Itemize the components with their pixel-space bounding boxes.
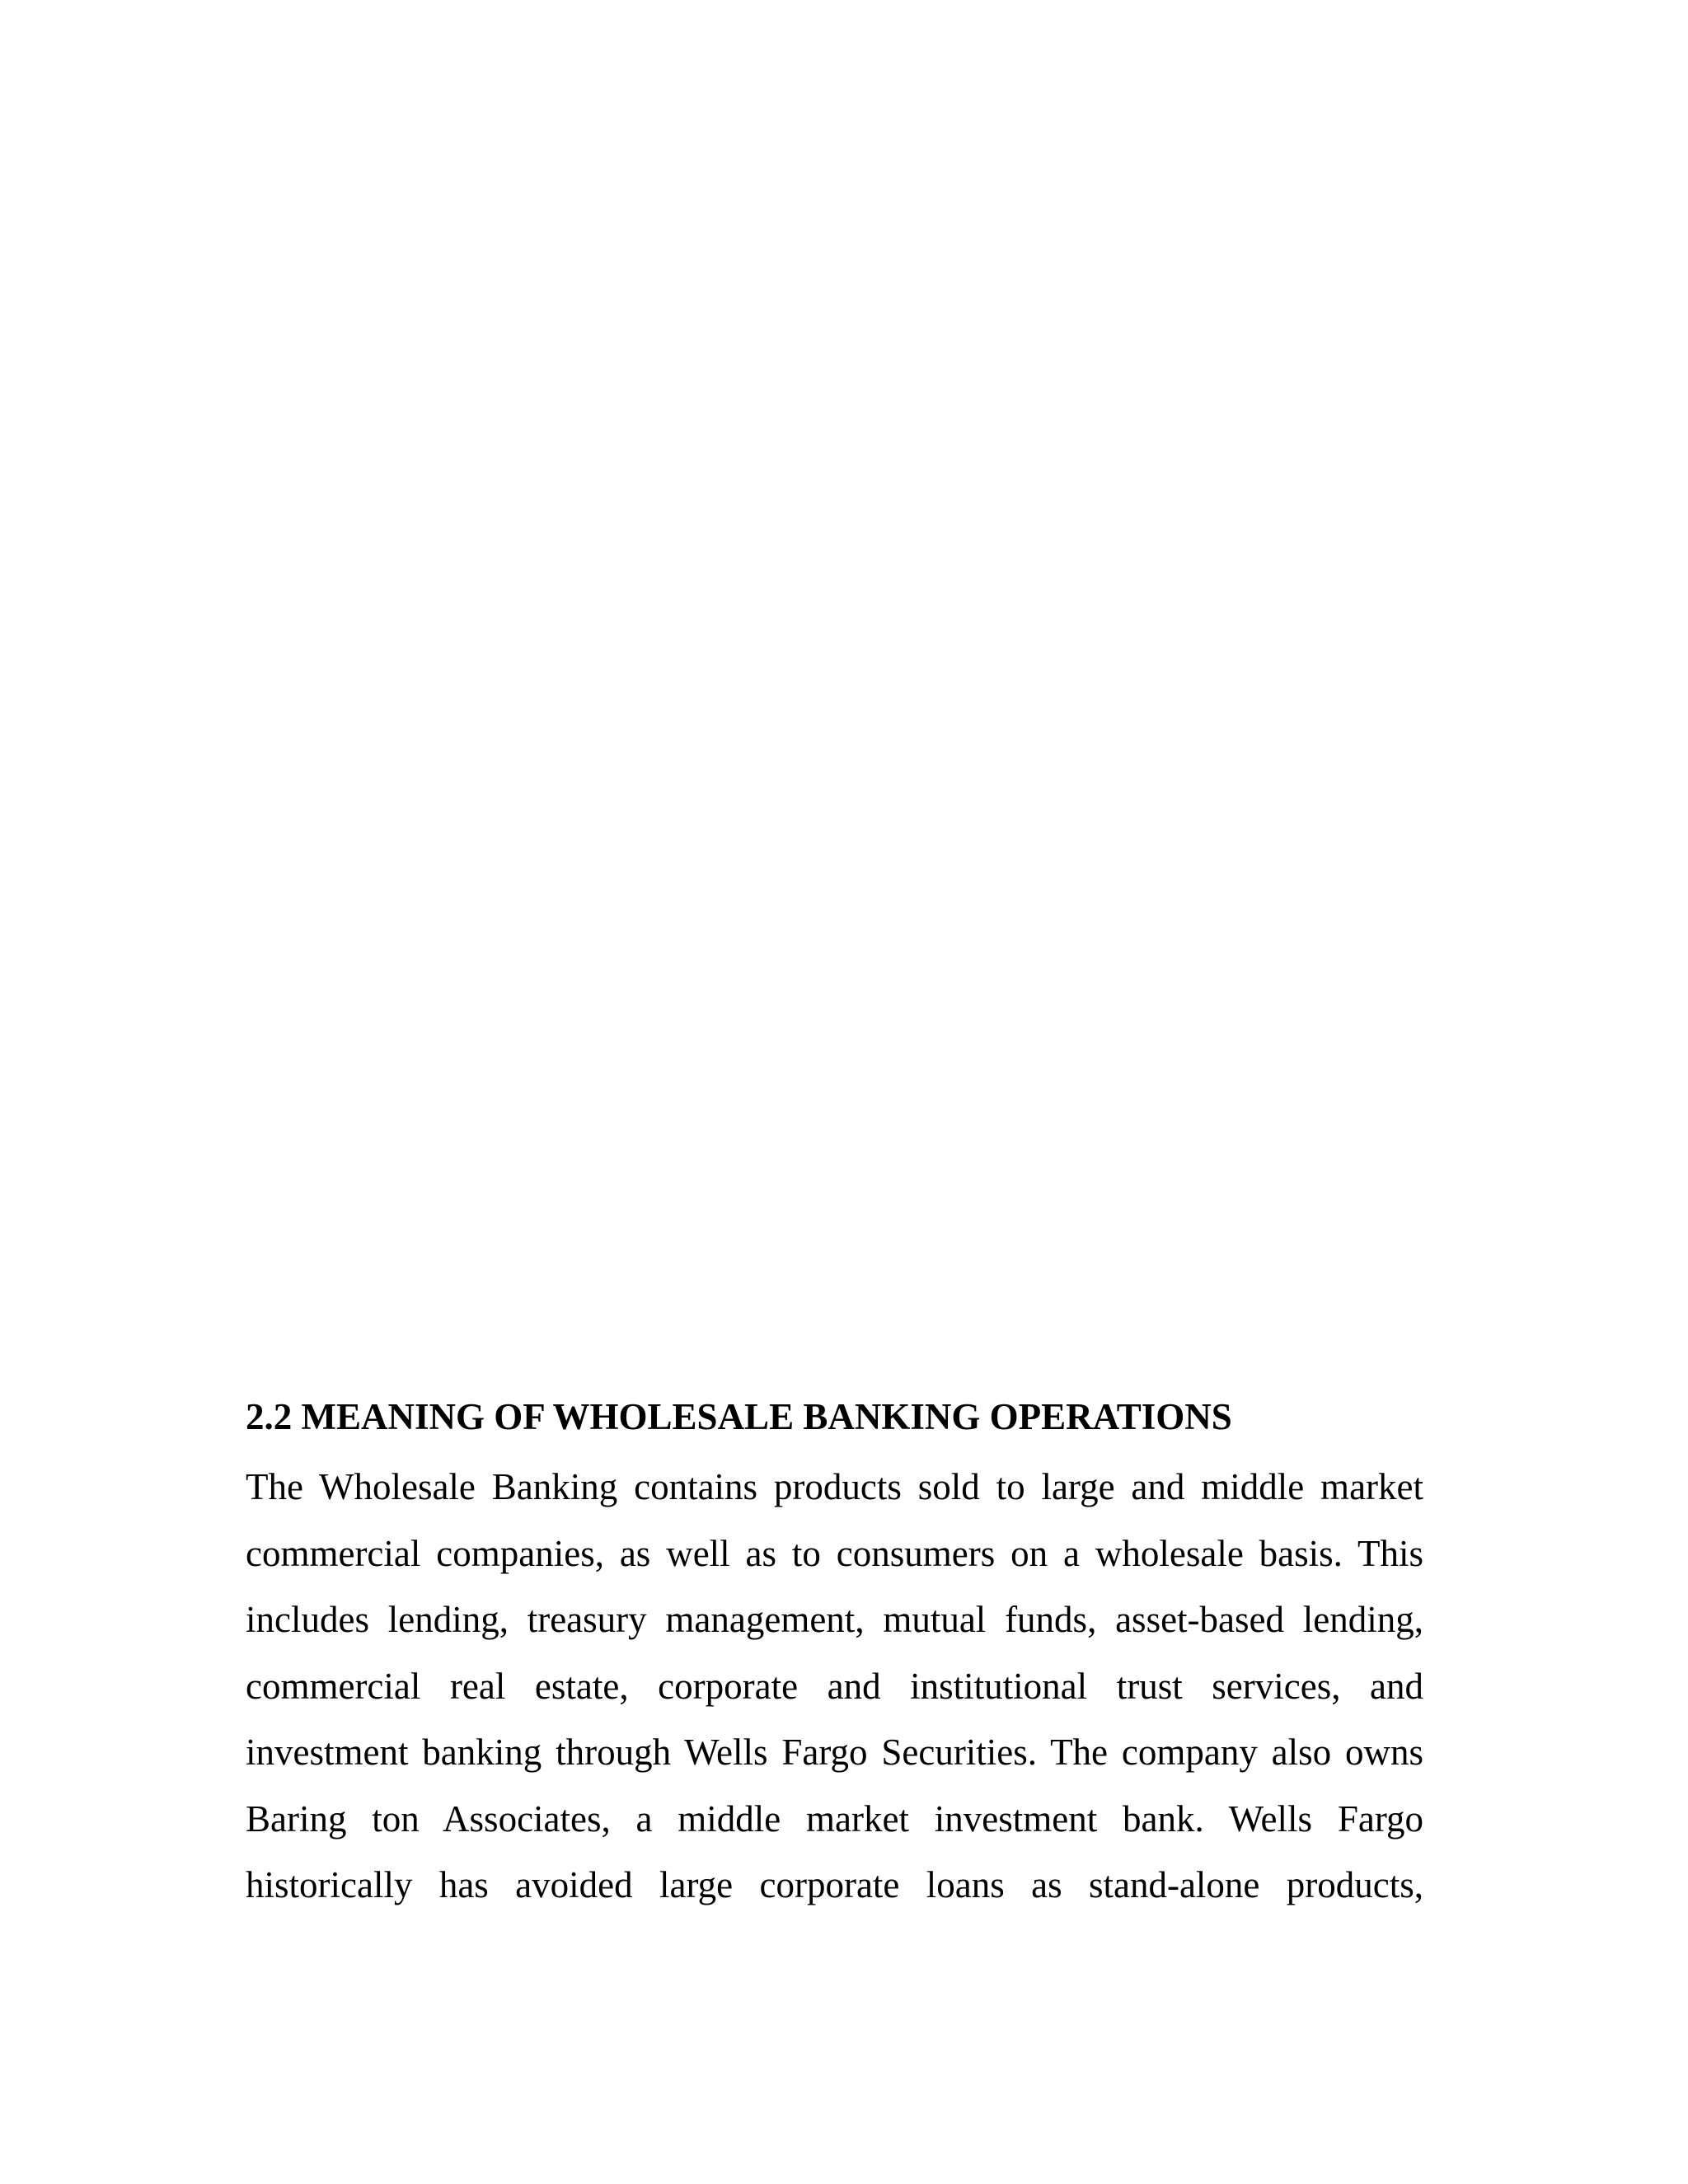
document-body [246,1385,1423,1919]
paragraph-line: includes lending, treasury management, mutual funds, asset-based lending, [246,1599,1423,1640]
paragraph-line: historically has avoided large corporate loans as stand-alone products, [246,1864,1423,1905]
paragraph-line: The Wholesale Banking contains products sold to large and middle market [246,1466,1423,1507]
paragraph-line: investment banking through Wells Fargo Securities. The company also owns [246,1732,1423,1773]
paragraph-line: commercial real estate, corporate and institutional trust services, and [246,1665,1423,1707]
body-paragraph [246,1454,1423,1919]
paragraph-line: commercial companies, as well as to consumers on a wholesale basis. This [246,1532,1423,1574]
section-heading: 2.2 MEANING OF WHOLESALE BANKING OPERATIONS [246,1396,1232,1437]
paragraph-line: Baring ton Associates, a middle market investment bank. Wells Fargo [246,1797,1423,1840]
